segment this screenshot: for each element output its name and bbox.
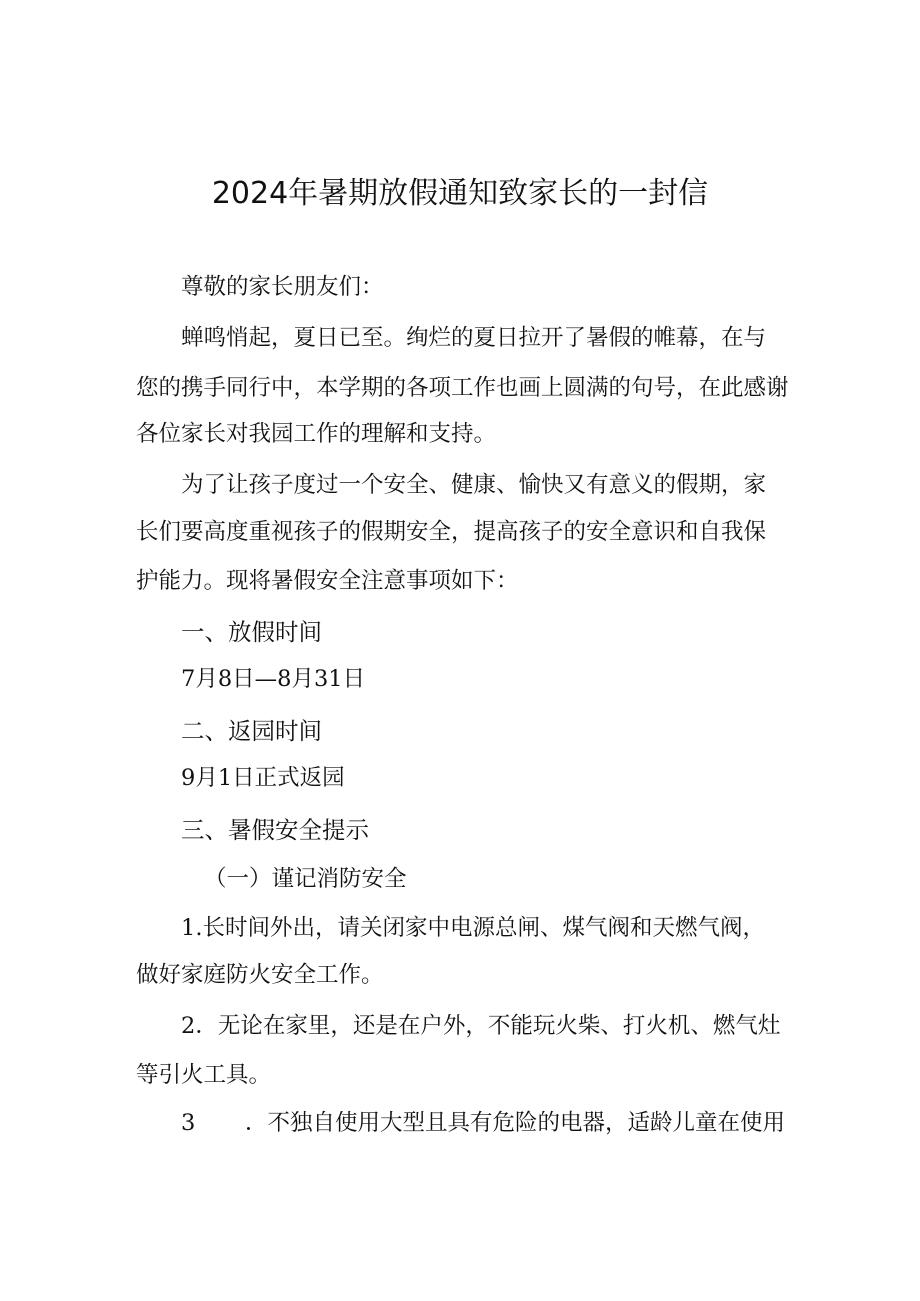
- list-item-line: 2．无论在家里，还是在户外，不能玩火柴、打火机、燃气灶: [181, 1013, 781, 1039]
- section-heading-vacation-time: 一、放假时间: [181, 618, 322, 646]
- salutation: 尊敬的家长朋友们：: [181, 274, 384, 300]
- section-heading-return-time: 二、返园时间: [181, 717, 322, 745]
- paragraph-line: 护能力。现将暑假安全注意事项如下：: [136, 568, 519, 594]
- list-item-line: 做好家庭防火安全工作。: [136, 962, 384, 988]
- paragraph-line: 您的携手同行中，本学期的各项工作也画上圆满的句号，在此感谢: [136, 375, 789, 401]
- subsection-heading-fire-safety: （一）谨记消防安全: [204, 866, 407, 892]
- list-item-number: 3: [181, 1110, 196, 1136]
- list-item-line: 1.长时间外出，请关闭家中电源总闸、煤气阀和天燃气阀，: [181, 915, 765, 941]
- paragraph-line: 蝉鸣悄起，夏日已至。绚烂的夏日拉开了暑假的帷幕，在与: [181, 325, 767, 351]
- return-date: 9月1日正式返园: [181, 765, 345, 791]
- list-item-line: ．不独自使用大型且具有危险的电器，适龄儿童在使用: [245, 1110, 786, 1136]
- section-heading-safety-tips: 三、暑假安全提示: [181, 816, 369, 844]
- list-item-line: 等引火工具。: [136, 1062, 272, 1088]
- vacation-dates: 7月8日—8月31日: [181, 666, 366, 692]
- document-title: 2024年暑期放假通知致家长的一封信: [211, 176, 709, 211]
- paragraph-line: 各位家长对我园工作的理解和支持。: [136, 421, 497, 447]
- paragraph-line: 为了让孩子度过一个安全、健康、愉快又有意义的假期，家: [181, 472, 767, 498]
- paragraph-line: 长们要高度重视孩子的假期安全，提高孩子的安全意识和自我保: [136, 519, 767, 545]
